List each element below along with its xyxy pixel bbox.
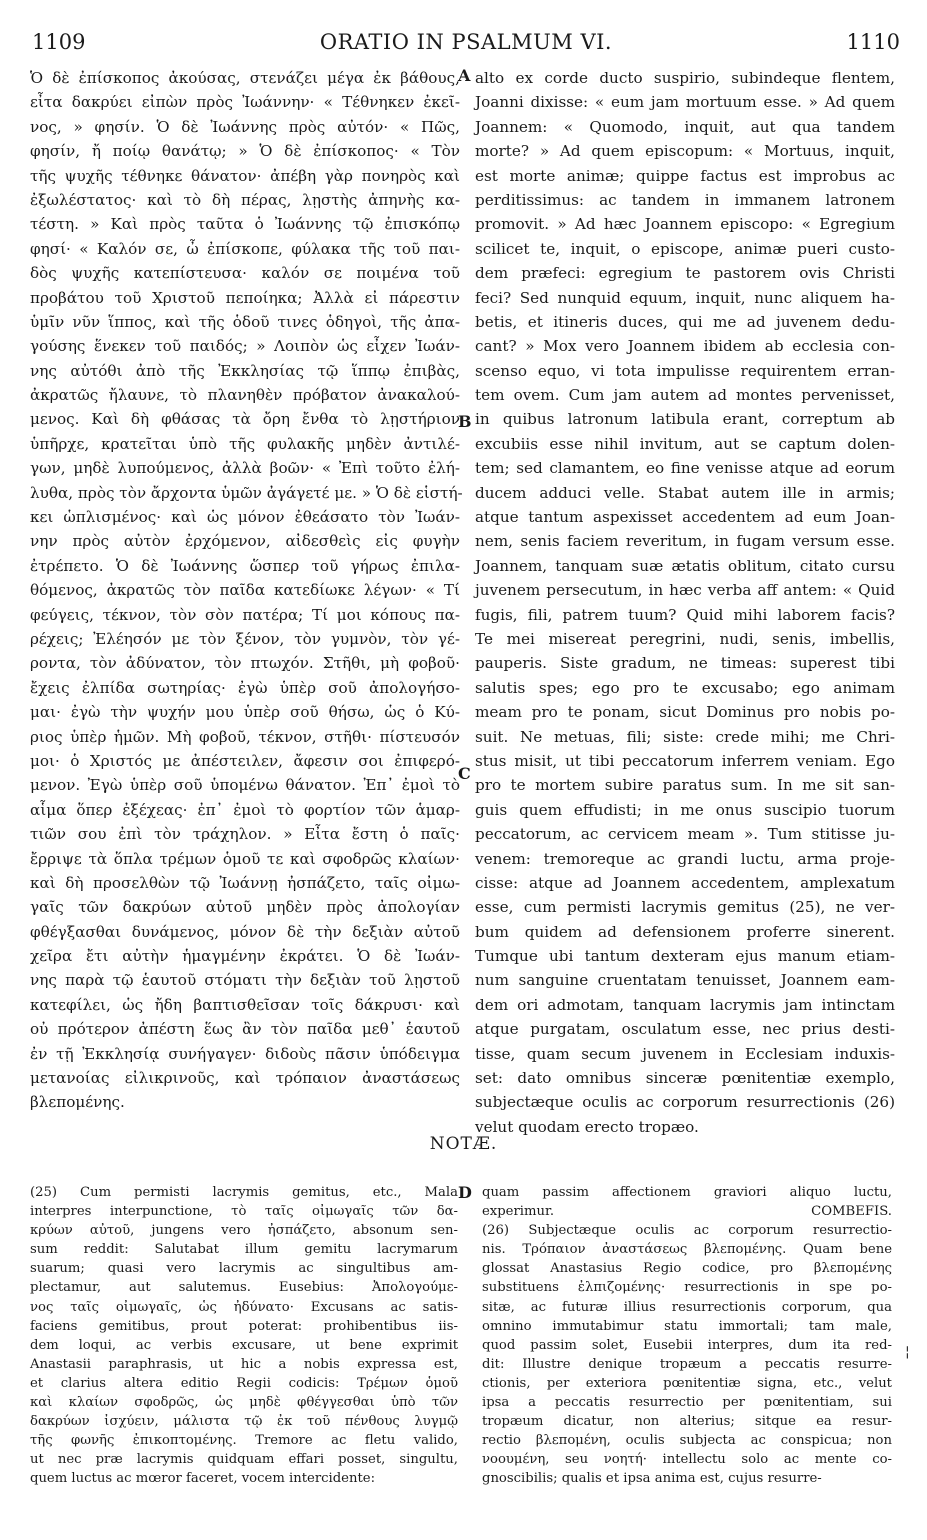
latin-text-line: in quibus latronum latibula erant, correptum ab	[475, 410, 895, 429]
greek-text-line: φησίν, ἤ ποίῳ θανάτῳ; » Ὁ δὲ ἐπίσκοπος· « Τὸν	[30, 142, 460, 161]
greek-text-line: ἔρριψε τὰ ὅπλα τρέμων ὁμοῦ τε καὶ σφοδρῶς κλαίων·	[30, 849, 460, 868]
latin-text-line: Tumque ubi tantum dexteram ejus manum etiam-	[475, 947, 895, 966]
greek-text-line: ἐξωλέστατος· καὶ τὸ δὴ πέρας, λῃστὴς ἀπηνὴς κα-	[30, 190, 460, 209]
latin-text-line: set: dato omnibus sinceræ pœnitentiæ exemplo,	[475, 1069, 895, 1088]
latin-text-line: stus misit, ut tibi peccatorum inferrem veniam. Ego	[475, 751, 895, 770]
notes-heading: NOTÆ.	[429, 1134, 498, 1154]
note-line: ipsa a peccatis resurrectio per pœnitentiam, sui	[482, 1395, 892, 1411]
note-line: substituens ἐλπιζομένης· resurrectionis in spe po-	[482, 1280, 892, 1296]
greek-text-line: προβάτου τοῦ Χριστοῦ πεποίηκα; Ἀλλὰ εἰ πάρεστιν	[30, 288, 460, 307]
greek-text-line: Ὁ δὲ ἐπίσκοπος ἀκούσας, στενάζει μέγα ἐκ βάθους,	[30, 69, 460, 87]
latin-text-line: num sanguine cruentatam tenuisset, Joannem eam-	[475, 971, 895, 990]
latin-text-line: atque tantum aspexisset accedentem ad eum Joan-	[475, 508, 895, 527]
latin-text-line: scenso equo, vi tota impulisse requirentem erran-	[475, 361, 895, 380]
greek-text-line: φεύγεις, τέκνον, τὸν σὸν πατέρα; Τί μοι κόπους πα-	[30, 605, 460, 624]
latin-text-line: pro te mortem subire paratus sum. In me sit san-	[475, 776, 895, 795]
note-line: δακρύων ἰσχύειν, μάλιστα τῷ ἐκ τοῦ πένθους λυγμῷ	[30, 1414, 458, 1430]
greek-text-line: οὐ πρότερον ἀπέστη ἕως ἂν τὸν παῖδα μεθ᾽ ἑαυτοῦ	[30, 1020, 460, 1039]
greek-text-line: ἐτρέπετο. Ὁ δὲ Ἰωάννης ὥσπερ τοῦ γήρως ἐπιλα-	[30, 556, 460, 575]
latin-text-line: dem præfeci: egregium te pastorem ovis Christi	[475, 264, 895, 283]
latin-text-line: subjectæque oculis ac corporum resurrectionis (26)	[475, 1093, 895, 1112]
latin-text-line: Joanni dixisse: « eum jam mortuum esse. » Ad quem	[475, 93, 895, 112]
latin-text-line: Joannem: « Quomodo, inquit, aut qua tandem	[475, 117, 895, 136]
latin-text-line: dem ori admotam, tanquam lacrymis jam intinctam	[475, 995, 895, 1014]
note-line: sum reddit: Salutabat illum gemitu lacrymarum	[30, 1242, 458, 1258]
note-line: νος ταῖς οἰμωγαῖς, ὡς ἠδύνατο· Excusans ac satis-	[30, 1299, 458, 1315]
latin-text-column	[475, 66, 895, 1136]
greek-text-line: ὑμῖν νῦν ἵππος, καὶ τῆς ὁδοῦ τινες ὁδηγοὶ, τῆς ἀπα-	[30, 312, 460, 331]
note-line: quam passim affectionem graviori aliquo luctu,	[482, 1185, 892, 1200]
greek-text-line: τιῶν σου ἐπὶ τὸν τράχηλον. » Εἶτα ἔστη ὁ παῖς·	[30, 825, 460, 844]
latin-text-line: nem, senis faciem reveritum, in fugam versum esse.	[475, 532, 895, 551]
latin-text-line: suit. Ne metuas, fili; siste: crede mihi; me Chri-	[475, 727, 895, 746]
note-line: omnino immutabimur statu immortali; tam male,	[482, 1318, 892, 1334]
latin-text-line: meam pro te ponam, sicut Dominus pro nobis po-	[475, 703, 895, 722]
notes-left-column	[30, 1183, 458, 1528]
right-page-number: 1110	[846, 30, 900, 54]
greek-text-line: ἔχεις ἐλπίδα σωτηρίας· ἐγὼ ὑπὲρ σοῦ ἀπολογήσο-	[30, 678, 460, 697]
latin-text-line: promovit. » Ad hæc Joannem episcopo: « Egregium	[475, 215, 895, 234]
note-line: dit: Illustre denique tropæum a peccatis resurre-	[482, 1356, 892, 1372]
greek-text-line: κει ὡπλισμένος· καὶ ὡς μόνον ἐθεάσατο τὸν Ἰωάν-	[30, 508, 460, 527]
note-line: nis. Τρόπαιον ἀναστάσεως βλεπομένης. Quam bene	[482, 1242, 892, 1258]
greek-text-line: μετανοίας εἰλικρινοῦς, καὶ τρόπαιον ἀναστάσεως	[30, 1069, 460, 1088]
greek-text-line: ρέχεις; Ἐλέησόν με τὸν ξένον, τὸν γυμνὸν, τὸν γέ-	[30, 629, 460, 648]
latin-text-line: pauperis. Siste gradum, ne timeas: superest tibi	[475, 654, 895, 673]
note-line: ut nec præ lacrymis quidquam effari posset, singultu,	[30, 1452, 458, 1468]
latin-text-line: tem; sed clamantem, eo fine venisse atque ad eorum	[475, 459, 895, 478]
note-line: gnoscibilis; qualis et ipsa anima est, cujus resurre-	[482, 1471, 822, 1487]
note-line: quod passim solet, Eusebii interpres, dum ita red-	[482, 1337, 892, 1353]
note-line: plectamur, aut salutemus. Eusebius: Ἀπολογούμε-	[30, 1280, 458, 1296]
greek-text-line: θόμενος, ἀκρατῶς τὸν παῖδα κατεδίωκε λέγων· « Τί	[30, 581, 460, 600]
page-header	[32, 30, 900, 58]
latin-text-line: betis, et itineris duces, qui me ad juvenem dedu-	[475, 312, 895, 331]
greek-text-line: φησί· « Καλόν σε, ὦ ἐπίσκοπε, φύλακα τῆς τοῦ παι-	[30, 239, 460, 258]
latin-text-line: perditissimus: ac tandem in immanem latronem	[475, 190, 895, 209]
note-line: καὶ κλαίων σφοδρῶς, ὡς μηδὲ φθέγγεσθαι ὑπὸ τῶν	[30, 1395, 458, 1411]
latin-text-line: cant? » Mox vero Joannem ibidem ab ecclesia con-	[475, 337, 895, 356]
greek-text-line: νης παρὰ τῷ ἑαυτοῦ στόματι τὴν δεξιὰν τοῦ λῃστοῦ	[30, 971, 460, 990]
latin-text-line: cisse: atque ad Joannem accedentem, amplexatum	[475, 873, 895, 892]
margin-tick: ¦	[905, 1344, 910, 1360]
latin-text-line: fugis, fili, patrem tuum? Quid mihi laborem facis?	[475, 605, 895, 624]
section-marker-c: C	[458, 764, 471, 783]
greek-text-line: λυθα, πρὸς τὸν ἄρχοντα ὑμῶν ἀγάγετέ με. » Ὁ δὲ εἱστή-	[30, 483, 463, 502]
greek-text-line: κατεφίλει, ὡς ἤδη βαπτισθεῖσαν τοῖς δάκρυσι· καὶ	[30, 995, 460, 1014]
left-page-number: 1109	[32, 30, 86, 54]
latin-text-line: Te mei misereat peregrini, nudi, senis, imbellis,	[475, 629, 895, 648]
greek-text-line: νος, » φησίν. Ὁ δὲ Ἰωάννης πρὸς αὐτόν· « Πῶς,	[30, 117, 460, 136]
greek-text-line: ὑπῆρχε, κρατεῖται ὑπὸ τῆς φυλακῆς μηδὲν ἀντιλέ-	[30, 434, 460, 453]
section-marker-d: D	[458, 1183, 472, 1202]
note-line: Anastasii paraphrasis, ut hic a nobis expressa est,	[30, 1356, 458, 1372]
greek-text-line: χεῖρα ἔτι αὐτὴν ἡμαγμένην ἐκράτει. Ὁ δὲ Ἰωάν-	[30, 947, 460, 966]
latin-text-line: venem: tremoreque ac grandi luctu, arma proje-	[475, 849, 895, 868]
greek-text-line: αἷμα ὅπερ ἐξέχεας· ἐπ᾽ ἐμοὶ τὸ φορτίον τῶν ἁμαρ-	[30, 800, 460, 819]
greek-text-line: μενον. Ἐγὼ ὑπὲρ σοῦ ὑπομένω θάνατον. Ἐπ᾽ ἐμοὶ τὸ	[30, 776, 460, 795]
running-title: ORATIO IN PSALMUM VI.	[319, 30, 613, 54]
latin-text-line: tisse, quam secum juvenem in Ecclesiam induxis-	[475, 1044, 895, 1063]
note-line: tropæum dicatur, non alterius; sitque ea resur-	[482, 1414, 892, 1430]
latin-text-line: bum quidem ad defensionem proferre sinerent.	[475, 922, 895, 941]
greek-text-line: φθέγξασθαι δυνάμενος, μόνον δὲ τὴν δεξιὰν αὐτοῦ	[30, 922, 460, 941]
greek-text-line: μενος. Καὶ δὴ φθάσας τὰ ὄρη ἔνθα τὸ λῃστήριον	[30, 410, 460, 429]
greek-text-line: μοι· ὁ Χριστός με ἀπέστειλεν, ἄφεσιν σοι ἐπιφερό-	[30, 751, 460, 770]
latin-text-line: esse, cum permisti lacrymis gemitus (25), ne ver-	[475, 898, 895, 917]
greek-text-line: μαι· ἐγὼ τὴν ψυχήν μου ὑπὲρ σοῦ θήσω, ὡς ὁ Κύ-	[30, 703, 460, 722]
latin-text-line: velut quodam erecto tropæo.	[475, 1117, 699, 1136]
latin-text-line: salutis spes; ego pro te excusabo; ego animam	[475, 678, 895, 697]
note-line: (26) Subjectæque oculis ac corporum resurrectio-	[482, 1223, 892, 1239]
latin-text-line: guis quem effudisti; in me onus suscipio tuorum	[475, 800, 895, 819]
section-marker-a: A	[458, 66, 471, 85]
greek-text-line: τῆς ψυχῆς τέθνηκε θάνατον· ἀπέβη γὰρ πονηρὸς καὶ	[30, 166, 460, 185]
note-line: rectio βλεπομένη, oculis subjecta ac conspicua; non	[482, 1433, 892, 1449]
greek-text-line: τέστη. » Καὶ πρὸς ταῦτα ὁ Ἰωάννης τῷ ἐπισκόπῳ	[30, 215, 460, 234]
greek-text-line: γούσης ἕνεκεν τοῦ παιδός; » Λοιπὸν ὡς εἶχεν Ἰωάν-	[30, 337, 460, 356]
latin-text-line: excubiis esse nihil invitum, aut se captum dolen-	[475, 434, 895, 453]
note-line: interpres interpunctione, τὸ ταῖς οἰμωγαῖς τῶν δα-	[30, 1204, 458, 1220]
greek-text-line: βλεπομένης.	[30, 1093, 125, 1112]
notes-right-column	[482, 1183, 892, 1528]
greek-text-line: νην πρὸς αὐτὸν ἐρχόμενον, αἰδεσθεὶς εἰς φυγὴν	[30, 532, 460, 551]
greek-text-column	[30, 66, 463, 1116]
note-line: νοουμένη, seu νοητή· intellectu solo ac mente co-	[482, 1452, 892, 1468]
latin-text-line: atque purgatam, osculatum esse, nec prius desti-	[475, 1020, 895, 1039]
note-line: suarum; quasi vero lacrymis ac singultibus am-	[30, 1261, 458, 1277]
greek-text-line: ἀκρατῶς ἤλαυνε, τὸ πλανηθὲν πρόβατον ἀνακαλού-	[30, 386, 460, 405]
greek-text-line: ἐν τῇ Ἐκκλησίᾳ συνήγαγεν· διδοὺς πᾶσιν ὑπόδειγμα	[30, 1044, 460, 1063]
note-line: et clarius altera editio Regii codicis: Τρέμων ὁμοῦ	[30, 1375, 458, 1391]
note-line: τῆς φωνῆς ἐπικοπτομένης. Tremore ac fletu valido,	[30, 1433, 458, 1449]
latin-text-line: tem ovem. Cum jam autem ad montes pervenisset,	[475, 386, 895, 405]
note-line: dem loqui, ac verbis excusare, ut bene exprimit	[30, 1337, 458, 1353]
greek-text-line: καὶ δὴ προσελθὼν τῷ Ἰωάννῃ ἠσπάζετο, ταῖς οἰμω-	[30, 873, 460, 892]
latin-text-line: est morte animæ; quippe factus est improbus ac	[475, 166, 895, 185]
greek-text-line: ροντα, τὸν ἀδύνατον, τὸν πτωχόν. Στῆθι, μὴ φοβοῦ·	[30, 654, 460, 673]
note-line: faciens gemitibus, prout poterat: prohibentibus iis-	[30, 1318, 458, 1334]
note-line: quem luctus ac mœror faceret, vocem intercidente:	[30, 1471, 376, 1487]
greek-text-line: δὸς ψυχῆς κατεπίστευσα· καλόν σε ποιμένα τοῦ	[30, 264, 460, 283]
note-line: κρύων αὐτοῦ, jungens vero ἠσπάζετο, absonum sen-	[30, 1223, 458, 1239]
latin-text-line: juvenem persecutum, in hæc verba aff antem: « Quid	[475, 581, 895, 600]
latin-text-line: peccatorum, ac cervicem meam ». Tum stitisse ju-	[475, 825, 895, 844]
latin-text-line: morte? » Ad quem episcopum: « Mortuus, inquit,	[475, 142, 895, 161]
greek-text-line: νης αὐτόθι ἀπὸ τῆς Ἐκκλησίας τῷ ἵππῳ ἐπιβὰς,	[30, 361, 460, 380]
latin-text-line: Joannem, tanquam suæ ætatis oblitum, citato cursu	[475, 556, 895, 575]
latin-text-line: feci? Sed nunquid equum, inquit, nunc aliquem ha-	[475, 288, 895, 307]
latin-text-line: ducem adduci velle. Stabat autem ille in armis;	[475, 483, 895, 502]
latin-text-line: scilicet te, inquit, o episcope, animæ pueri custo-	[475, 239, 895, 258]
note-line: experimur. COMBEFIS.	[482, 1204, 892, 1220]
note-line: (25) Cum permisti lacrymis gemitus, etc., Mala	[30, 1185, 458, 1200]
note-line: sitæ, ac futuræ illius resurrectionis corporum, qua	[482, 1299, 892, 1315]
note-line: ctionis, per exteriora pœnitentiæ signa, etc., velut	[482, 1375, 892, 1391]
section-marker-b: B	[458, 412, 472, 431]
greek-text-line: ριος ὑπὲρ ἡμῶν. Μὴ φοβοῦ, τέκνον, στῆθι· πίστευσόν	[30, 727, 460, 746]
greek-text-line: γαῖς τῶν δακρύων αὐτοῦ μηδὲν πρὸς ἀπολογίαν	[30, 898, 460, 917]
note-line: glossat Anastasius Regio codice, pro βλεπομένης	[482, 1261, 892, 1277]
greek-text-line: γων, μηδὲ λυπούμενος, ἀλλὰ βοῶν· « Ἐπὶ τοῦτο ἐλή-	[30, 459, 460, 478]
latin-text-line: alto ex corde ducto suspirio, subindeque flentem,	[475, 69, 895, 87]
greek-text-line: εἶτα δακρύει εἰπὼν πρὸς Ἰωάννην· « Τέθνηκεν ἐκεῖ-	[30, 93, 460, 112]
